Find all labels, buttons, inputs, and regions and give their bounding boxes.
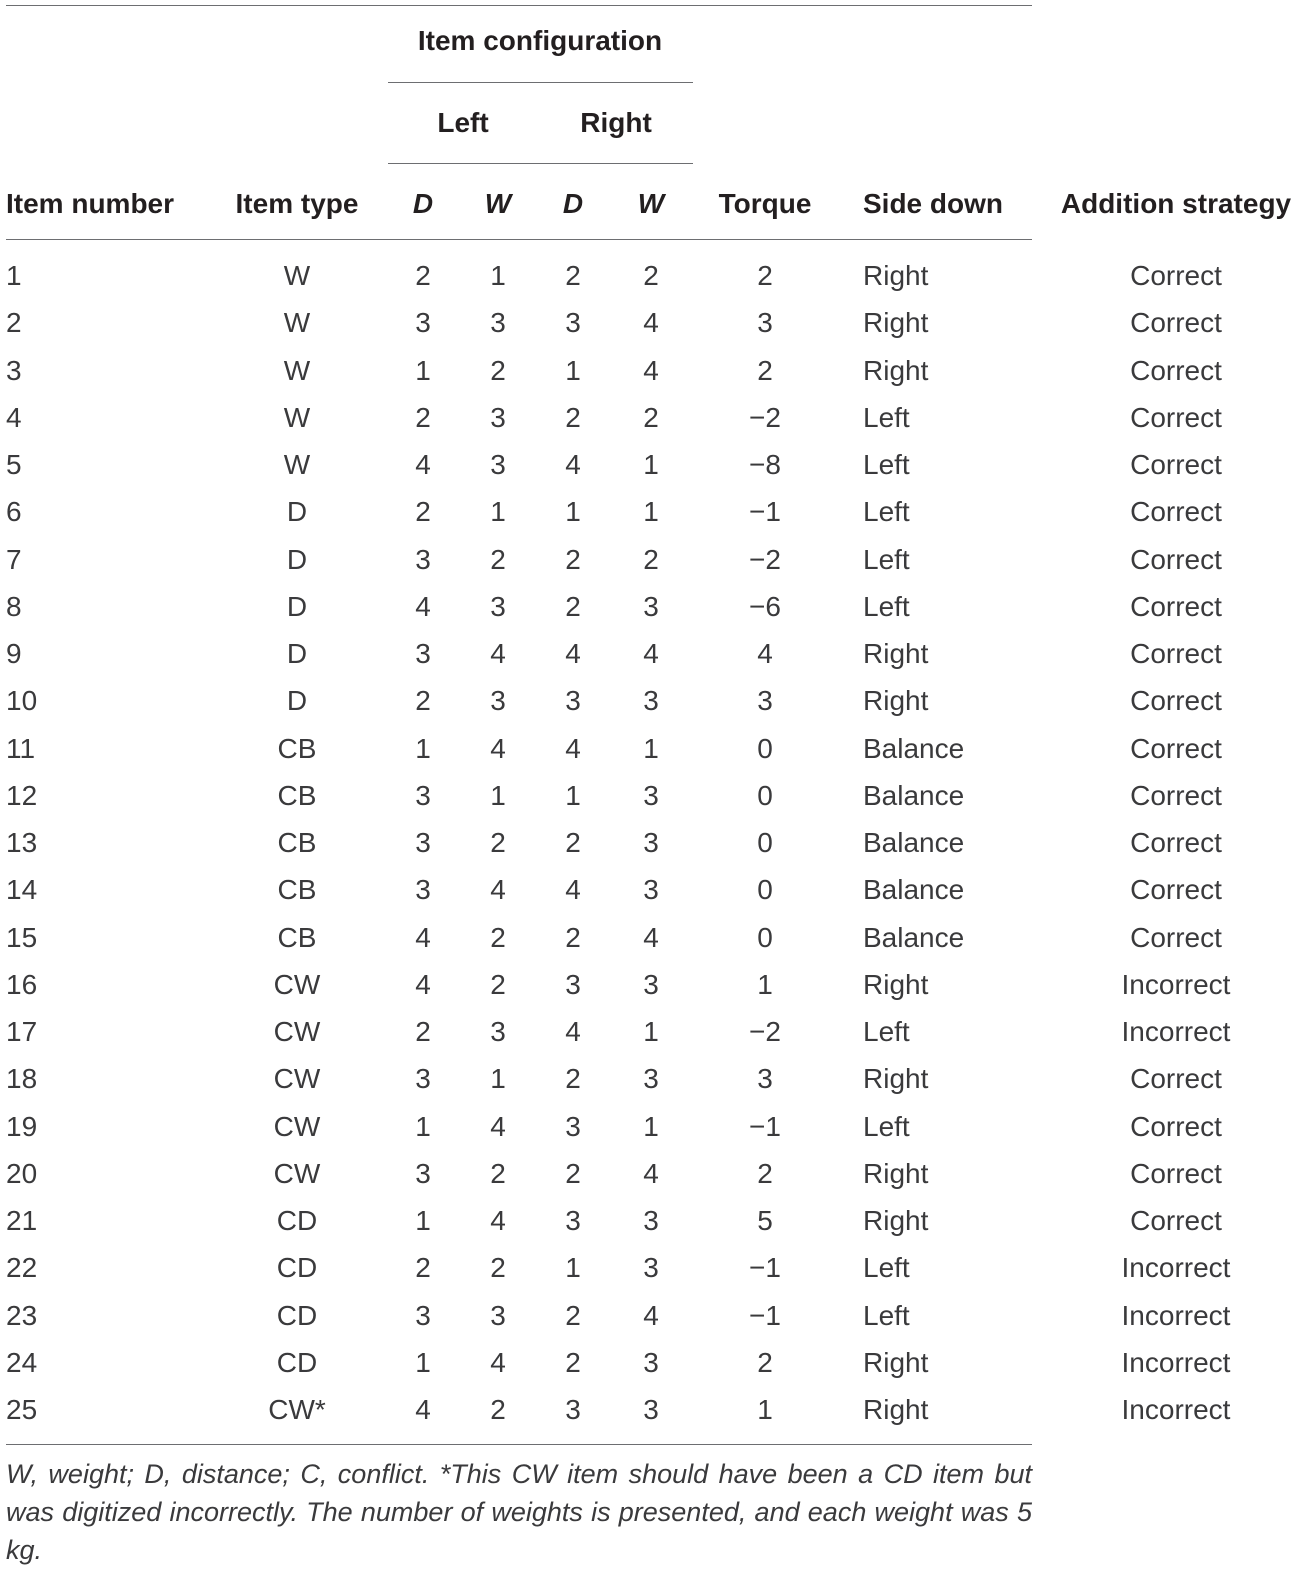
cell-item-number: 11 xyxy=(6,732,36,764)
column-header-torque: Torque xyxy=(718,188,812,219)
cell-right-weight: 3 xyxy=(643,1252,659,1284)
cell-addition-strategy: Incorrect xyxy=(1121,1394,1231,1425)
cell-right-weight: 4 xyxy=(643,307,659,339)
cell-item-type: CW xyxy=(273,1016,321,1047)
cell-torque: −2 xyxy=(749,543,781,575)
cell-left-weight: 2 xyxy=(490,921,506,953)
cell-right-weight: 2 xyxy=(643,543,659,575)
subheader-right: Right xyxy=(580,107,652,138)
cell-item-type: CB xyxy=(277,779,317,811)
cell-item-number: 6 xyxy=(6,496,22,528)
cell-right-distance: 3 xyxy=(565,685,581,717)
cell-right-distance: 2 xyxy=(565,1063,581,1095)
cell-torque: −1 xyxy=(749,496,781,528)
cell-addition-strategy: Correct xyxy=(1130,827,1222,858)
cell-addition-strategy: Correct xyxy=(1130,638,1222,669)
column-header-side-down: Side down xyxy=(863,188,1003,219)
cell-left-weight: 2 xyxy=(490,543,506,575)
cell-torque: 4 xyxy=(757,638,773,669)
cell-side-down: Left xyxy=(863,590,910,622)
cell-torque: 3 xyxy=(757,685,773,717)
cell-side-down: Right xyxy=(863,307,929,339)
cell-item-number: 5 xyxy=(6,449,22,480)
cell-torque: 0 xyxy=(757,732,773,764)
cell-item-number: 13 xyxy=(6,827,38,858)
column-header-left-weight: W xyxy=(484,188,512,219)
cell-left-distance: 2 xyxy=(415,260,431,291)
cell-addition-strategy: Correct xyxy=(1130,449,1222,480)
cell-left-weight: 2 xyxy=(490,1252,506,1284)
cell-item-type: CD xyxy=(276,1252,318,1284)
cell-left-weight: 1 xyxy=(490,260,506,291)
column-header-item-number: Item number xyxy=(6,188,175,219)
cell-addition-strategy: Correct xyxy=(1130,354,1222,386)
cell-item-number: 16 xyxy=(6,968,38,1000)
cell-right-distance: 2 xyxy=(565,1346,581,1378)
header-rule xyxy=(6,239,1032,240)
subheader-left: Left xyxy=(437,107,489,138)
cell-side-down: Right xyxy=(863,1346,929,1378)
cell-left-distance: 3 xyxy=(415,1063,431,1095)
cell-side-down: Left xyxy=(863,543,910,575)
cell-torque: 0 xyxy=(757,874,773,906)
cell-right-distance: 3 xyxy=(565,968,581,1000)
cell-torque: −8 xyxy=(749,449,781,480)
cell-item-number: 21 xyxy=(6,1205,38,1236)
cell-side-down: Right xyxy=(863,638,929,669)
cell-item-number: 25 xyxy=(6,1394,38,1425)
cell-item-number: 20 xyxy=(6,1157,38,1189)
cell-item-number: 14 xyxy=(6,874,38,906)
cell-side-down: Left xyxy=(863,496,910,528)
cell-right-weight: 4 xyxy=(643,1299,659,1331)
column-header-left-distance: D xyxy=(412,188,434,219)
cell-torque: 0 xyxy=(757,921,773,953)
cell-left-distance: 2 xyxy=(415,496,431,528)
cell-torque: 1 xyxy=(757,968,773,1000)
cell-right-weight: 1 xyxy=(643,449,659,480)
cell-right-distance: 1 xyxy=(565,354,581,386)
cell-right-distance: 3 xyxy=(565,1205,581,1236)
cell-item-number: 23 xyxy=(6,1299,38,1331)
cell-side-down: Right xyxy=(863,1205,929,1236)
cell-right-weight: 1 xyxy=(643,732,659,764)
cell-item-number: 12 xyxy=(6,779,38,811)
cell-right-distance: 4 xyxy=(565,874,581,906)
cell-item-type: CW xyxy=(273,1157,321,1189)
cell-item-number: 2 xyxy=(6,307,22,339)
cell-item-type: D xyxy=(286,496,308,528)
cell-left-weight: 3 xyxy=(490,1299,506,1331)
cell-item-number: 19 xyxy=(6,1110,38,1142)
cell-addition-strategy: Incorrect xyxy=(1121,1346,1231,1378)
cell-right-distance: 2 xyxy=(565,921,581,953)
cell-right-weight: 1 xyxy=(643,1016,659,1047)
cell-left-weight: 3 xyxy=(490,307,506,339)
cell-torque: 2 xyxy=(757,1346,773,1378)
cell-right-distance: 4 xyxy=(565,449,581,480)
cell-item-number: 9 xyxy=(6,638,22,669)
column-header-addition-strategy: Addition strategy xyxy=(1060,188,1292,219)
cell-left-distance: 3 xyxy=(415,543,431,575)
cell-left-weight: 4 xyxy=(490,874,506,906)
cell-right-distance: 2 xyxy=(565,260,581,291)
cell-left-weight: 4 xyxy=(490,1205,506,1236)
cell-item-number: 4 xyxy=(6,401,22,433)
cell-right-weight: 3 xyxy=(643,827,659,858)
cell-item-type: W xyxy=(283,260,311,291)
cell-side-down: Right xyxy=(863,968,929,1000)
cell-side-down: Balance xyxy=(863,921,965,953)
cell-torque: 1 xyxy=(757,1394,773,1425)
cell-left-weight: 2 xyxy=(490,827,506,858)
cell-left-distance: 1 xyxy=(415,1205,431,1236)
cell-left-weight: 2 xyxy=(490,1157,506,1189)
cell-left-weight: 1 xyxy=(490,1063,506,1095)
cell-addition-strategy: Correct xyxy=(1130,921,1222,953)
cell-side-down: Balance xyxy=(863,827,965,858)
column-header-item-type: Item type xyxy=(235,188,359,219)
cell-item-number: 8 xyxy=(6,590,22,622)
cell-addition-strategy: Correct xyxy=(1130,732,1222,764)
cell-left-distance: 1 xyxy=(415,732,431,764)
cell-left-weight: 2 xyxy=(490,968,506,1000)
cell-left-distance: 3 xyxy=(415,638,431,669)
cell-addition-strategy: Correct xyxy=(1130,685,1222,717)
cell-torque: −1 xyxy=(749,1299,781,1331)
cell-addition-strategy: Incorrect xyxy=(1121,1299,1231,1331)
cell-item-type: CW xyxy=(273,1063,321,1095)
cell-torque: 3 xyxy=(757,307,773,339)
cell-left-weight: 3 xyxy=(490,1016,506,1047)
cell-side-down: Right xyxy=(863,1394,929,1425)
cell-item-number: 15 xyxy=(6,921,38,953)
cell-left-distance: 2 xyxy=(415,1016,431,1047)
cell-item-type: W xyxy=(283,401,311,433)
column-header-right-distance: D xyxy=(562,188,584,219)
cell-addition-strategy: Correct xyxy=(1130,543,1222,575)
cell-torque: 0 xyxy=(757,779,773,811)
cell-right-weight: 3 xyxy=(643,685,659,717)
cell-item-type: CB xyxy=(277,921,317,953)
cell-torque: 3 xyxy=(757,1063,773,1095)
cell-item-number: 17 xyxy=(6,1016,38,1047)
cell-item-type: CD xyxy=(276,1346,318,1378)
cell-addition-strategy: Correct xyxy=(1130,874,1222,906)
cell-right-distance: 3 xyxy=(565,1110,581,1142)
cell-torque: 2 xyxy=(757,260,773,291)
cell-addition-strategy: Correct xyxy=(1130,1205,1222,1236)
cell-item-number: 22 xyxy=(6,1252,38,1284)
cell-item-number: 24 xyxy=(6,1346,38,1378)
cell-torque: 5 xyxy=(757,1205,773,1236)
cell-side-down: Left xyxy=(863,1299,910,1331)
cell-left-distance: 3 xyxy=(415,827,431,858)
cell-right-weight: 3 xyxy=(643,1346,659,1378)
cell-side-down: Right xyxy=(863,354,929,386)
cell-left-weight: 4 xyxy=(490,1346,506,1378)
cell-left-weight: 4 xyxy=(490,732,506,764)
group-rule xyxy=(388,82,693,83)
cell-item-type: W xyxy=(283,307,311,339)
cell-right-weight: 4 xyxy=(643,921,659,953)
cell-right-weight: 3 xyxy=(643,779,659,811)
cell-right-distance: 1 xyxy=(565,1252,581,1284)
table-footnote: W, weight; D, distance; C, conflict. *This CW item should have been a CD item but was digitized incorrectly. The number of weights is presented, and each weight was 5 kg. xyxy=(6,1459,1032,1565)
cell-side-down: Left xyxy=(863,1016,910,1047)
cell-item-type: W xyxy=(283,354,311,386)
cell-left-distance: 4 xyxy=(415,590,431,622)
cell-right-distance: 3 xyxy=(565,1394,581,1425)
cell-right-weight: 3 xyxy=(643,874,659,906)
cell-side-down: Right xyxy=(863,685,929,717)
cell-right-distance: 4 xyxy=(565,732,581,764)
cell-left-distance: 2 xyxy=(415,685,431,717)
cell-torque: 2 xyxy=(757,1157,773,1189)
group-header-item-configuration: Item configuration xyxy=(417,25,663,56)
cell-right-distance: 2 xyxy=(565,590,581,622)
cell-left-weight: 1 xyxy=(490,496,506,528)
cell-right-distance: 4 xyxy=(565,638,581,669)
cell-right-weight: 3 xyxy=(643,1205,659,1236)
cell-left-distance: 4 xyxy=(415,968,431,1000)
cell-left-weight: 3 xyxy=(490,590,506,622)
cell-left-distance: 1 xyxy=(415,1110,431,1142)
cell-addition-strategy: Correct xyxy=(1130,260,1222,291)
cell-left-weight: 2 xyxy=(490,354,506,386)
cell-right-weight: 2 xyxy=(643,260,659,291)
cell-right-distance: 2 xyxy=(565,1299,581,1331)
cell-right-weight: 4 xyxy=(643,1157,659,1189)
cell-addition-strategy: Correct xyxy=(1130,779,1222,811)
cell-addition-strategy: Correct xyxy=(1130,590,1222,622)
cell-left-distance: 3 xyxy=(415,1157,431,1189)
cell-right-distance: 2 xyxy=(565,827,581,858)
cell-right-weight: 3 xyxy=(643,1394,659,1425)
cell-torque: 0 xyxy=(757,827,773,858)
cell-right-distance: 2 xyxy=(565,401,581,433)
cell-side-down: Balance xyxy=(863,874,965,906)
cell-right-weight: 2 xyxy=(643,401,659,433)
cell-right-weight: 3 xyxy=(643,590,659,622)
cell-left-distance: 3 xyxy=(415,307,431,339)
cell-addition-strategy: Correct xyxy=(1130,1063,1222,1095)
cell-left-weight: 4 xyxy=(490,638,506,669)
cell-torque: −6 xyxy=(749,590,781,622)
cell-right-distance: 2 xyxy=(565,1157,581,1189)
cell-right-distance: 3 xyxy=(565,307,581,339)
cell-item-number: 7 xyxy=(6,543,22,575)
cell-torque: 2 xyxy=(757,354,773,386)
cell-item-type: CB xyxy=(277,874,317,906)
cell-item-type: D xyxy=(286,685,308,717)
bottom-rule xyxy=(6,1444,1032,1445)
cell-right-distance: 4 xyxy=(565,1016,581,1047)
cell-left-distance: 3 xyxy=(415,779,431,811)
cell-right-weight: 1 xyxy=(643,496,659,528)
cell-right-weight: 3 xyxy=(643,1063,659,1095)
cell-left-distance: 4 xyxy=(415,1394,431,1425)
cell-left-distance: 1 xyxy=(415,354,431,386)
cell-left-distance: 3 xyxy=(415,874,431,906)
cell-item-type: W xyxy=(283,449,311,480)
cell-torque: −1 xyxy=(749,1110,781,1142)
cell-left-weight: 2 xyxy=(490,1394,506,1425)
cell-item-type: CW xyxy=(273,968,321,1000)
cell-right-weight: 1 xyxy=(643,1110,659,1142)
cell-right-weight: 3 xyxy=(643,968,659,1000)
cell-item-type: CD xyxy=(276,1205,318,1236)
cell-torque: −2 xyxy=(749,401,781,433)
cell-left-weight: 1 xyxy=(490,779,506,811)
cell-left-distance: 2 xyxy=(415,1252,431,1284)
cell-item-number: 10 xyxy=(6,685,38,717)
cell-addition-strategy: Correct xyxy=(1130,496,1222,528)
top-rule xyxy=(6,5,1032,6)
cell-left-distance: 4 xyxy=(415,921,431,953)
cell-side-down: Left xyxy=(863,449,910,480)
cell-side-down: Right xyxy=(863,1063,929,1095)
cell-right-distance: 1 xyxy=(565,496,581,528)
cell-item-number: 18 xyxy=(6,1063,38,1095)
cell-addition-strategy: Correct xyxy=(1130,401,1222,433)
cell-addition-strategy: Correct xyxy=(1130,307,1222,339)
subgroup-rule xyxy=(388,163,693,164)
cell-addition-strategy: Incorrect xyxy=(1121,1252,1231,1284)
cell-left-weight: 3 xyxy=(490,401,506,433)
cell-left-distance: 4 xyxy=(415,449,431,480)
cell-left-weight: 3 xyxy=(490,685,506,717)
cell-left-weight: 3 xyxy=(490,449,506,480)
cell-item-number: 1 xyxy=(6,260,22,291)
cell-item-type: CW* xyxy=(268,1394,326,1425)
cell-addition-strategy: Correct xyxy=(1130,1157,1222,1189)
cell-item-type: D xyxy=(286,543,308,575)
cell-item-type: CB xyxy=(277,827,317,858)
cell-side-down: Balance xyxy=(863,732,965,764)
cell-left-distance: 2 xyxy=(415,401,431,433)
cell-addition-strategy: Incorrect xyxy=(1121,968,1231,1000)
cell-side-down: Right xyxy=(863,260,929,291)
cell-torque: −2 xyxy=(749,1016,781,1047)
cell-item-type: D xyxy=(286,638,308,669)
cell-left-weight: 4 xyxy=(490,1110,506,1142)
cell-addition-strategy: Correct xyxy=(1130,1110,1222,1142)
cell-side-down: Left xyxy=(863,1252,910,1284)
cell-right-distance: 2 xyxy=(565,543,581,575)
cell-side-down: Left xyxy=(863,1110,910,1142)
cell-right-weight: 4 xyxy=(643,638,659,669)
cell-item-number: 3 xyxy=(6,354,22,386)
cell-torque: −1 xyxy=(749,1252,781,1284)
cell-item-type: CB xyxy=(277,732,317,764)
column-header-right-weight: W xyxy=(637,188,665,219)
cell-addition-strategy: Incorrect xyxy=(1121,1016,1231,1047)
cell-left-distance: 1 xyxy=(415,1346,431,1378)
cell-side-down: Right xyxy=(863,1157,929,1189)
cell-right-distance: 1 xyxy=(565,779,581,811)
cell-item-type: CW xyxy=(273,1110,321,1142)
cell-right-weight: 4 xyxy=(643,354,659,386)
cell-item-type: CD xyxy=(276,1299,318,1331)
cell-left-distance: 3 xyxy=(415,1299,431,1331)
cell-item-type: D xyxy=(286,590,308,622)
cell-side-down: Left xyxy=(863,401,910,433)
cell-side-down: Balance xyxy=(863,779,965,811)
